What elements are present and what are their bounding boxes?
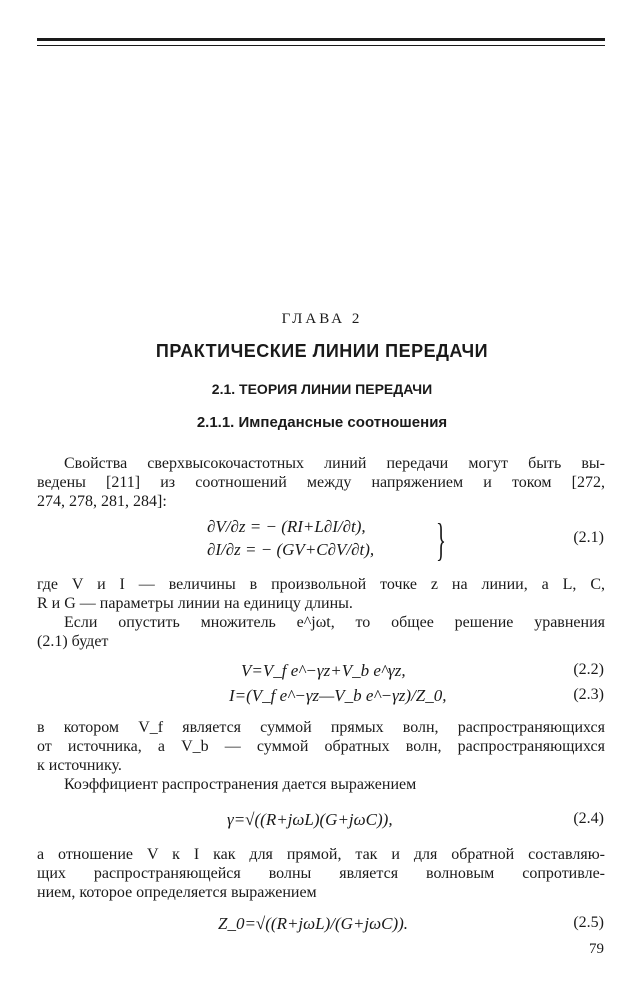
equation-2-3: I=(V_f e^−γz—V_b e^−γz)/Z_0, bbox=[229, 686, 447, 705]
paragraph-2 bbox=[37, 575, 605, 613]
equation-2-5: Z_0=√((R+jωL)/(G+jωC)). bbox=[218, 914, 409, 933]
page-number: 79 bbox=[589, 941, 604, 957]
equation-2-1-a: ∂V/∂z = − (RI+L∂I/∂t), bbox=[207, 517, 366, 536]
equation-number-2-2: (2.2) bbox=[573, 661, 604, 678]
text-line: щих распространяющейся волны является волновым сопротивле- bbox=[37, 865, 605, 882]
paragraph-1 bbox=[37, 454, 605, 511]
paragraph-5: Коэффициент распространения дается выражением bbox=[64, 776, 417, 793]
top-rule-thick bbox=[37, 38, 605, 41]
paragraph-3 bbox=[37, 613, 605, 651]
text-line: 274, 278, 281, 284]: bbox=[37, 493, 167, 510]
text-line: R и G — параметры линии на единицу длины. bbox=[37, 595, 353, 612]
top-rule-thin bbox=[37, 45, 605, 46]
equation-2-4: γ=√((R+jωL)(G+jωC)), bbox=[227, 810, 393, 829]
text-line: нием, которое определяется выражением bbox=[37, 884, 317, 901]
text-line: в котором V_f является суммой прямых волн, распространяющихся bbox=[37, 719, 605, 736]
text-line: Если опустить множитель e^jωt, то общее решение уравнения bbox=[64, 614, 605, 631]
equation-number-2-4: (2.4) bbox=[573, 810, 604, 827]
chapter-title: ПРАКТИЧЕСКИЕ ЛИНИИ ПЕРЕДАЧИ bbox=[155, 341, 489, 361]
text-line: от источника, а V_b — суммой обратных волн, распространяющихся bbox=[37, 738, 605, 755]
equation-2-2: V=V_f e^−γz+V_b e^γz, bbox=[241, 661, 406, 680]
chapter-number: ГЛАВА 2 bbox=[281, 311, 363, 327]
equation-number-2-5: (2.5) bbox=[573, 914, 604, 931]
text-line: Свойства сверхвысокочастотных линий передачи могут быть вы- bbox=[64, 455, 605, 472]
equation-2-1-b: ∂I/∂z = − (GV+C∂V/∂t), bbox=[207, 540, 375, 559]
text-line: к источнику. bbox=[37, 757, 122, 774]
equation-number-2-1: (2.1) bbox=[573, 529, 604, 546]
text-line: (2.1) будет bbox=[37, 633, 109, 650]
section-title: 2.1. ТЕОРИЯ ЛИНИИ ПЕРЕДАЧИ bbox=[211, 381, 433, 397]
subsection-title: 2.1.1. Импедансные соотношения bbox=[196, 414, 448, 431]
paragraph-4 bbox=[37, 718, 605, 775]
text-line: где V и I — величины в произвольной точке z на линии, а L, C, bbox=[37, 576, 605, 593]
text-line: а отношение V к I как для прямой, так и для обратной составляю- bbox=[37, 846, 605, 863]
text-line: ведены [211] из соотношений между напряжением и током [272, bbox=[37, 474, 605, 491]
equation-brace: } bbox=[436, 514, 446, 565]
paragraph-6 bbox=[37, 845, 605, 902]
equation-number-2-3: (2.3) bbox=[573, 686, 604, 703]
